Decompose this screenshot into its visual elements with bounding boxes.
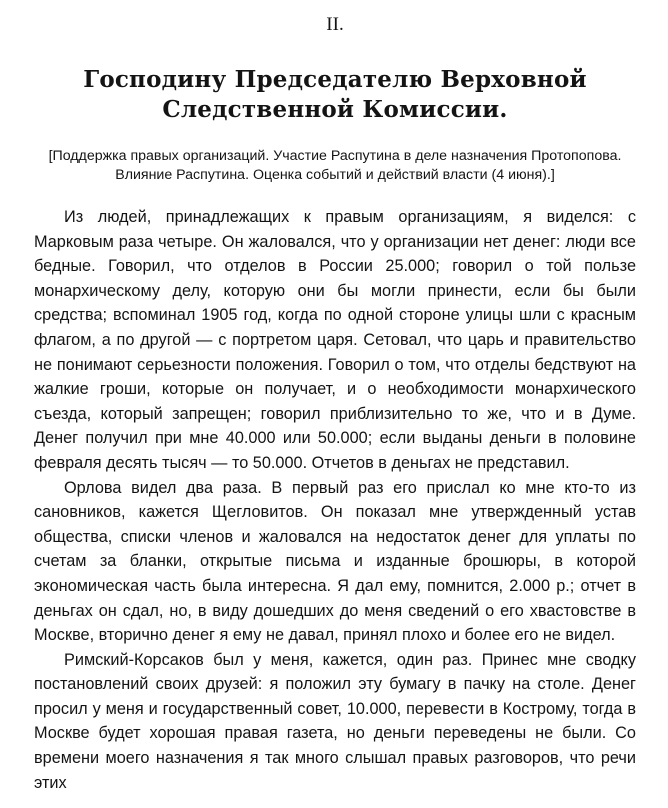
section-summary: [Поддержка правых организаций. Участие Распутина в деле назначения Протопопова. Влияние Распутина. Оценка событий и действий власти (4 июня).] [48,148,622,183]
document-title [34,65,636,125]
title-line-2: Следственной Комиссии. [162,96,508,123]
body-text [34,205,636,795]
paragraph-1: Из людей, принадлежащих к правым организациям, я виделся: с Марковым раза четыре. Он жаловался, что у организации нет денег: люди все бедные. Говорил, что отделов в России 25.000; говорил о той пользе монархическому делу, которую они бы могли принести, если бы были средства; вспоминал 1905 год, когда по одной стороне улицы шли с красным флагом, а по другой — с портретом царя. Сетовал, что царь и правительство не понимают серьезности положения. Говорил о том, что отделы бедствуют на жалкие гроши, которые он получает, и о необходимости монархического съезда, который запрещен; говорил приблизительно то же, что и в Думе. Денег получил при мне 40.000 или 50.000; если выданы деньги в половине февраля десять тысяч — то 50.000. Отчетов в деньгах не представил. [34,208,636,472]
paragraph-3: Римский-Корсаков был у меня, кажется, один раз. Принес мне сводку постановлений своих друзей: я положил эту бумагу в пачку на столе. Денег просил у меня и государственный совет, 10.000, перевести в Кострому, тогда в Москве будет хорошая правая газета, но деньги переведены не были. Со времени моего назначения я так много слышал правых разговоров, что речи этих [34,650,636,792]
title-line-1: Господину Председателю Верховной [83,66,587,93]
section-number: II. [326,14,344,35]
paragraph-2: Орлова видел два раза. В первый раз его прислал ко мне кто-то из сановников, кажется Щегловитов. Он показал мне утвержденный устав общества, списки членов и жаловался на недостаток денег для уплаты по счетам за бланки, открытые письма и изданные брошюры, в которой экономическая часть была интересна. Я дал ему, помнится, 2.000 р.; отчет в деньгах он сдал, но, в виду дошедших до меня сведений о его хвастовстве в Москве, вторично денег я ему не давал, принял плохо и более его не видел. [34,478,636,645]
